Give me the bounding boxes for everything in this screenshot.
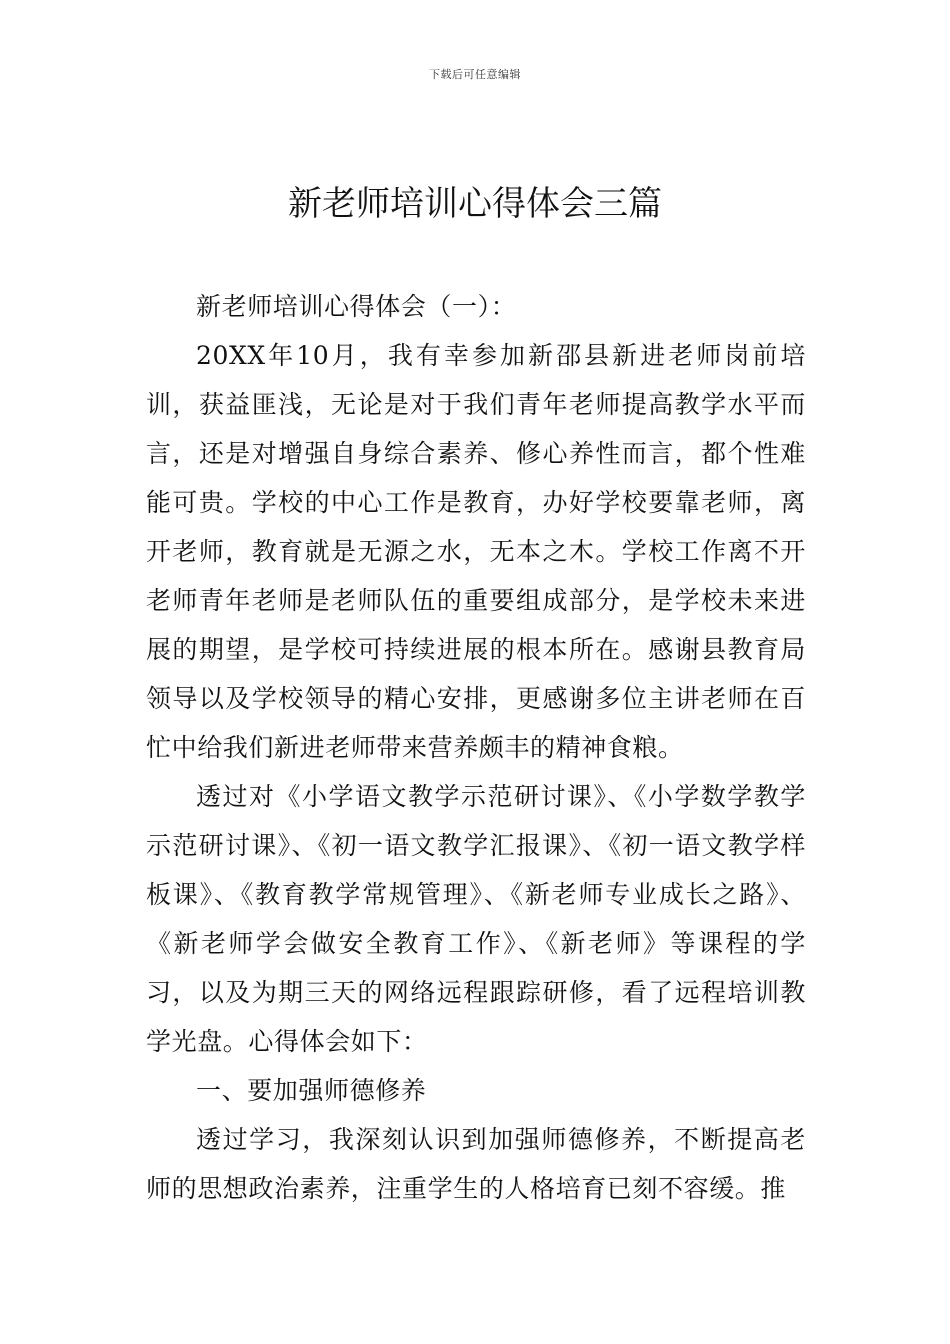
document-body xyxy=(146,282,806,1213)
section-heading: 一、要加强师德修养 xyxy=(196,1076,427,1105)
header-note: 下载后可任意编辑 xyxy=(429,68,521,81)
paragraph-subtitle: 新老师培训心得体会（一）： xyxy=(196,292,517,321)
paragraph: 20XX年10月，我有幸参加新邵县新进老师岗前培训，获益匪浅，无论是对于我们青年老师提高教学水平而言，还是对增强自身综合素养、修心养性而言，都个性难能可贵。学校的中心工作是教育，办好学校要靠老师，离开老师，教育就是无源之水，无本之木。学校工作离不开老师青年老师是老师队伍的重要组成部分，是学校未来进展的期望，是学校可持续进展的根本所在。感谢县教育局领导以及学校领导的精心安排，更感谢多位主讲老师在百忙中给我们新进老师带来营养颇丰的精神食粮。 xyxy=(146,341,806,762)
document-title: 新老师培训心得体会三篇 xyxy=(288,184,662,224)
paragraph: 透过学习，我深刻认识到加强师德修养，不断提高老师的思想政治素养，注重学生的人格培育已刻不容缓。推 xyxy=(146,1125,806,1203)
paragraph: 透过对《小学语文教学示范研讨课》、《小学数学教学示范研讨课》、《初一语文教学汇报课》、《初一语文教学样板课》、《教育教学常规管理》、《新老师专业成长之路》、《新老师学会做安全教育工作》、《新老师》等课程的学习，以及为期三天的网络远程跟踪研修，看了远程培训教学光盘。心得体会如下： xyxy=(146,782,806,1056)
